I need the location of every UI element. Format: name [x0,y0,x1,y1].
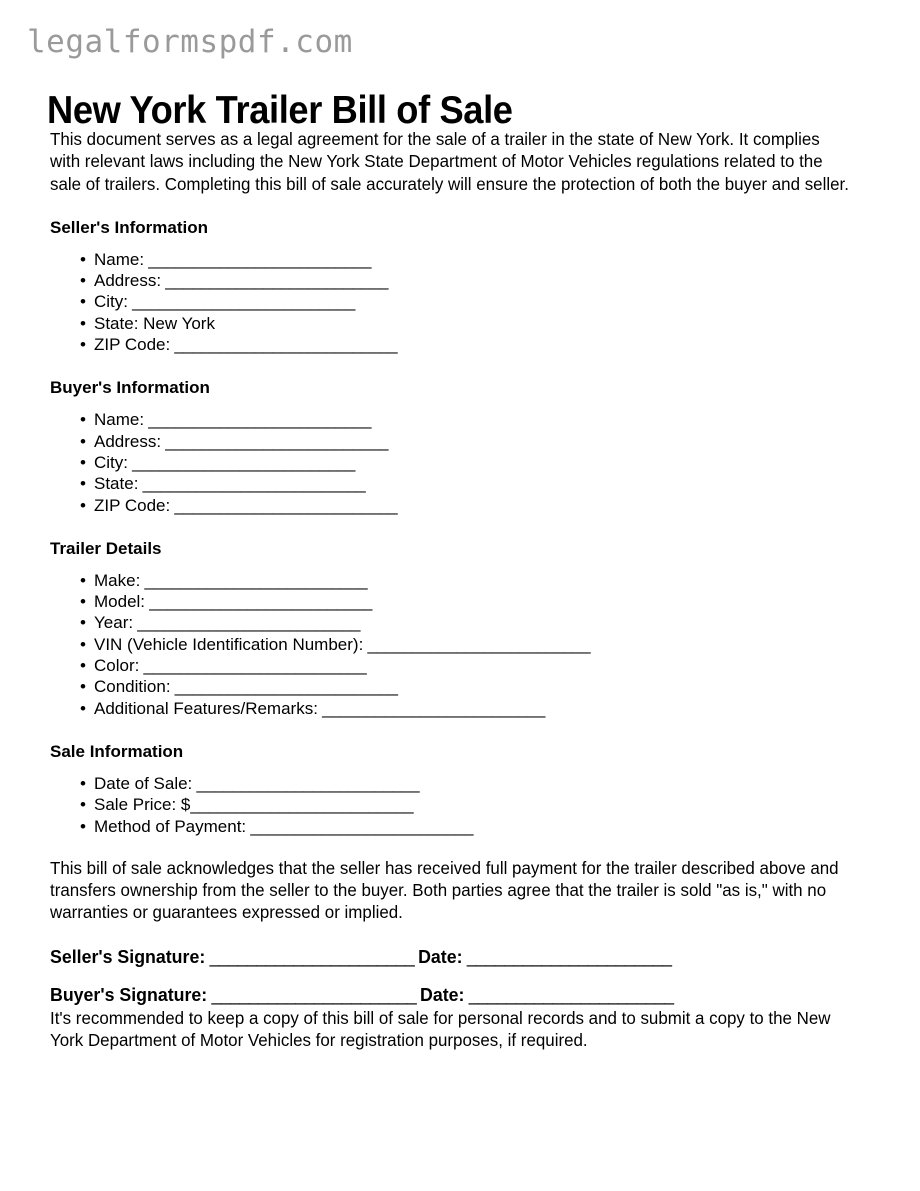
field-blank[interactable]: _________________________ [144,249,371,269]
buyer-date-blank[interactable]: ______________________ [464,983,674,1005]
field-blank[interactable]: _________________________ [170,335,398,355]
list-item [94,313,862,334]
field-blank[interactable]: _________________________ [246,816,473,836]
buyer-date-label: Date: [420,983,465,1005]
seller-field-list [50,249,862,355]
list-item [94,249,862,270]
list-item [94,794,862,815]
seller-date-label: Date: [418,945,463,967]
signature-block [50,945,862,1007]
field-label: State: [94,474,139,494]
sale-field-list [50,773,862,837]
field-label: Model: [94,592,146,612]
section-heading-seller: Seller's Information [50,217,209,237]
list-item [94,612,862,633]
field-label: Additional Features/Remarks: [94,698,318,718]
field-label: Date of Sale: [94,773,193,793]
document-body [50,128,862,1051]
field-blank[interactable]: _________________________ [140,570,368,590]
field-label: Make: [94,570,141,590]
list-item [94,655,862,676]
field-blank[interactable]: _________________________ [144,410,371,430]
field-label: Year: [94,613,134,633]
field-blank[interactable]: _________________________ [170,495,398,515]
buyer-field-list [50,409,862,515]
field-label: City: [94,452,128,472]
seller-date-blank[interactable]: ______________________ [462,945,672,967]
list-item [94,773,862,794]
section-heading-sale: Sale Information [50,741,184,761]
field-blank[interactable]: _________________________ [128,292,355,312]
field-label: Condition: [94,677,171,697]
list-item [94,698,862,719]
list-item [94,676,862,697]
trailer-field-list [50,570,862,719]
field-blank[interactable]: _________________________ [170,677,398,697]
list-item [94,291,862,312]
seller-signature-label: Seller's Signature: [50,945,206,967]
site-watermark: legalformspdf.com [27,24,353,60]
section-heading-buyer: Buyer's Information [50,378,210,398]
field-label: Name: [94,410,145,430]
field-label: Name: [94,249,145,269]
field-label: Method of Payment: [94,816,247,836]
field-label: Address: [94,431,162,451]
field-label: Sale Price: $ [94,795,191,815]
list-item [94,816,862,837]
buyer-signature-row [50,983,830,1007]
field-label: Color: [94,656,140,676]
field-blank[interactable]: _________________________ [317,698,545,718]
field-blank[interactable]: _________________________ [145,592,372,612]
field-label: VIN (Vehicle Identification Number): [94,634,364,654]
list-item [94,334,862,355]
field-blank[interactable]: _________________________ [363,634,591,654]
list-item [94,495,862,516]
field-blank[interactable]: _________________________ [190,795,414,815]
field-blank[interactable]: _________________________ [192,773,420,793]
field-label: State: New York [94,313,215,333]
acknowledgment-paragraph: This bill of sale acknowledges that the seller has received full payment for the trailer described above and transfers ownership from the seller to the buyer. Both parties agree that the trailer is sold "as is," with no warranties or guarantees expressed or implied. [50,857,839,923]
seller-signature-row [50,945,830,969]
closing-paragraph: It's recommended to keep a copy of this bill of sale for personal records and to submit a copy to the New York Department of Motor Vehicles for registration purposes, if required. [50,1007,831,1051]
field-label: Address: [94,271,162,291]
list-item [94,270,862,291]
field-blank[interactable]: _________________________ [139,656,367,676]
seller-signature-blank[interactable]: ______________________ [205,945,415,967]
list-item [94,409,862,430]
field-blank[interactable]: _________________________ [161,271,388,291]
list-item [94,473,862,494]
page-title: New York Trailer Bill of Sale [47,89,513,133]
field-blank[interactable]: _________________________ [161,431,388,451]
field-blank[interactable]: _________________________ [133,613,360,633]
field-blank[interactable]: _________________________ [138,474,366,494]
field-blank[interactable]: _________________________ [128,452,355,472]
buyer-signature-label: Buyer's Signature: [50,983,208,1005]
list-item [94,591,862,612]
list-item [94,431,862,452]
intro-paragraph: This document serves as a legal agreement for the sale of a trailer in the state of New York. It complies with relevant laws including the New York State Department of Motor Vehicles regulations related to the sale of trailers. Completing this bill of sale accurately will ensure the protection of both the buyer and seller. [50,129,849,194]
field-label: City: [94,292,128,312]
list-item [94,634,862,655]
list-item [94,570,862,591]
field-label: ZIP Code: [94,335,171,355]
field-label: ZIP Code: [94,495,171,515]
buyer-signature-blank[interactable]: ______________________ [207,983,417,1005]
section-heading-trailer: Trailer Details [50,538,162,558]
list-item [94,452,862,473]
